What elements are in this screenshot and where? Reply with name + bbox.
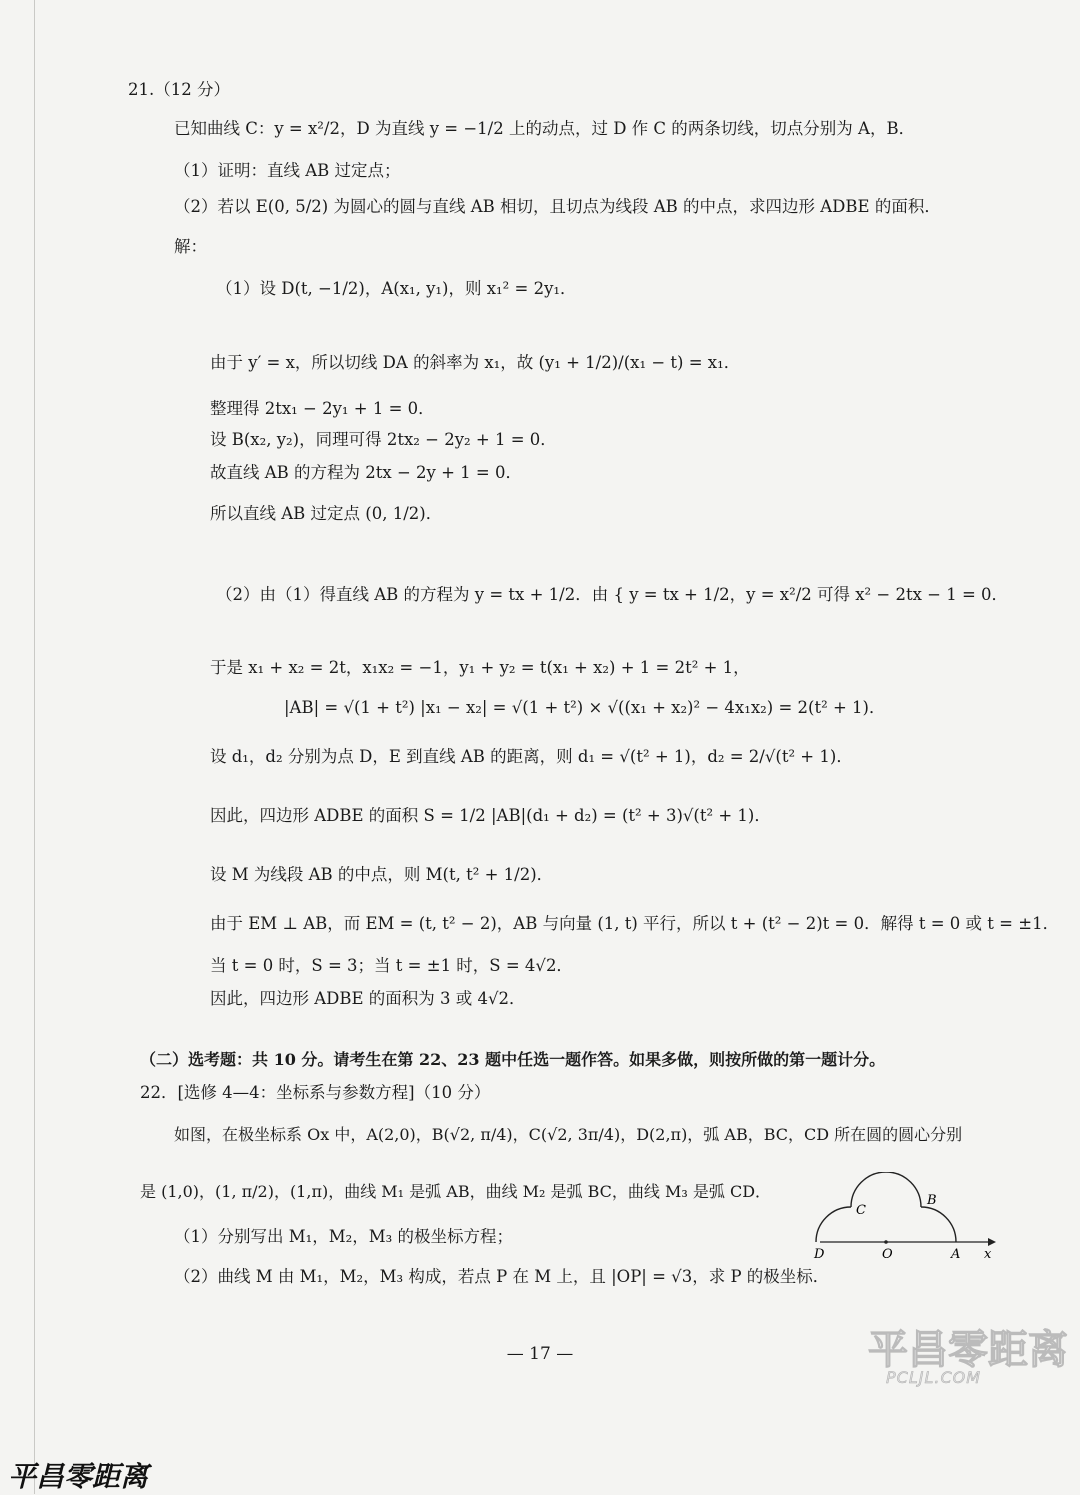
label-d: D [814,1247,825,1262]
q22-header: 22．[选修 4—4：坐标系与参数方程]（10 分） [140,1083,491,1102]
q22-part2: （2）曲线 M 由 M₁，M₂，M₃ 构成，若点 P 在 M 上，且 |OP| = √3，求 P 的极坐标． [174,1267,830,1286]
q22-stem-2: 是 (1,0)，(1, π/2)，(1,π)，曲线 M₁ 是弧 AB，曲线 M₂ 是弧 BC，曲线 M₃ 是弧 CD． [140,1182,772,1201]
arc-ab [921,1207,956,1242]
watermark-cn: 平昌零距离 [868,1327,1068,1373]
solution-line: 因此，四边形 ADBE 的面积为 3 或 4√2． [210,989,526,1008]
watermark-logo [868,1318,1068,1488]
q22-part1: （1）分别写出 M₁，M₂，M₃ 的极坐标方程； [174,1227,514,1246]
solution-line: 当 t = 0 时，S = 3；当 t = ±1 时，S = 4√2． [210,956,573,975]
solution-line: （2）由（1）得直线 AB 的方程为 y = tx + 1/2．由 { y = tx + 1/2，y = x²/2 可得 x² − 2tx − 1 = 0． [216,585,1009,604]
section-2-heading: （二）选考题：共 10 分。请考生在第 22、23 题中任选一题作答。如果多做，则按所做的第一题计分。 [140,1050,886,1069]
solution-line: 所以直线 AB 过定点 (0, 1/2)． [210,504,443,523]
origin-point [884,1240,888,1244]
solution-line: 由于 y′ = x，所以切线 DA 的斜率为 x₁，故 (y₁ + 1/2)/(x₁ − t) = x₁． [210,353,741,372]
label-b: B [927,1193,937,1208]
label-a: A [951,1247,961,1262]
solution-line: 整理得 2tx₁ − 2y₁ + 1 = 0． [210,399,435,418]
q22-stem-1: 如图，在极坐标系 Ox 中，A(2,0)，B(√2, π/4)，C(√2, 3π/4)，D(2,π)，弧 AB，BC，CD 所在圆的圆心分别 [174,1125,963,1144]
solution-line: 故直线 AB 的方程为 2tx − 2y + 1 = 0． [210,463,522,482]
label-x: x [984,1247,992,1262]
q21-stem: 已知曲线 C：y = x²/2，D 为直线 y = −1/2 上的动点，过 D 作 C 的两条切线，切点分别为 A，B． [174,119,916,138]
solution-line: 设 d₁，d₂ 分别为点 D，E 到直线 AB 的距离，则 d₁ = √(t² + 1)，d₂ = 2/√(t² + 1)． [210,747,853,766]
solution-line: 于是 x₁ + x₂ = 2t，x₁x₂ = −1，y₁ + y₂ = t(x₁ + x₂) + 1 = 2t² + 1， [210,658,750,677]
page-number: — 17 — [506,1344,574,1364]
page-edge [34,0,35,1494]
arc-cd [816,1207,851,1242]
solution-line: 设 M 为线段 AB 的中点，则 M(t, t² + 1/2)． [210,865,554,884]
watermark-en: PCLJL.COM [886,1368,982,1387]
polar-arc-figure [810,1172,1000,1262]
arc-bc [851,1172,921,1207]
solution-line: 由于 EM ⊥ AB，而 EM = (t, t² − 2)，AB 与向量 (1, t) 平行，所以 t + (t² − 2)t = 0．解得 t = 0 或 t = ±1． [210,914,1060,933]
solution-line: （1）设 D(t, −1/2)，A(x₁, y₁)，则 x₁² = 2y₁． [216,279,577,298]
watermark-bottom: 平昌零距离 [8,1460,149,1493]
label-o: O [882,1247,893,1262]
q21-part1: （1）证明：直线 AB 过定点； [174,161,401,180]
solution-line: |AB| = √(1 + t²) |x₁ − x₂| = √(1 + t²) × √((x₁ + x₂)² − 4x₁x₂) = 2(t² + 1)． [284,698,886,717]
q21-part2: （2）若以 E(0, 5/2) 为圆心的圆与直线 AB 相切，且切点为线段 AB 的中点，求四边形 ADBE 的面积． [174,197,941,216]
solution-line: 设 B(x₂, y₂)，同理可得 2tx₂ − 2y₂ + 1 = 0． [210,430,557,449]
q21-header: 21.（12 分） [128,80,230,99]
label-c: C [856,1203,866,1218]
q21-solution-label: 解： [174,237,207,256]
solution-line: 因此，四边形 ADBE 的面积 S = 1/2 |AB|(d₁ + d₂) = (t² + 3)√(t² + 1)． [210,806,771,825]
axis-arrow-icon [988,1238,996,1246]
